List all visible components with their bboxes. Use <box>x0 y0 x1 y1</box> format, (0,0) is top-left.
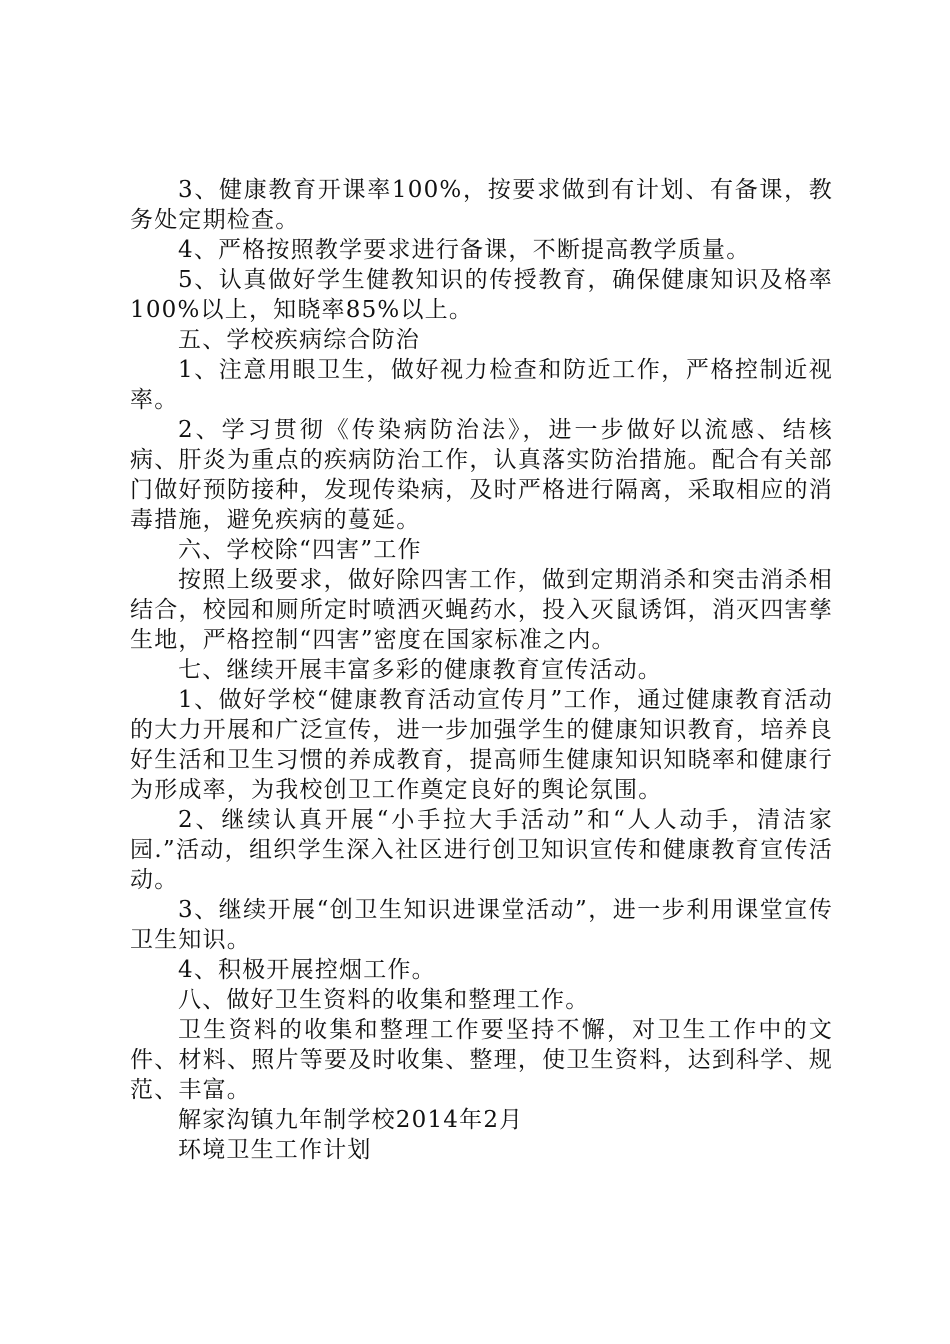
next-document-title: 环境卫生工作计划 <box>178 1137 372 1163</box>
paragraph-community-activity: 2、继续认真开展“小手拉大手活动”和“人人动手，清洁家园.”活动，组织学生深入社区进行创卫知识宣传和健康教育宣传活动。 <box>130 807 833 893</box>
paragraph-eye-hygiene: 1、注意用眼卫生，做好视力检查和防近工作，严格控制近视率。 <box>130 357 833 413</box>
section-heading-disease-prevention: 五、学校疾病综合防治 <box>178 327 420 353</box>
document-body <box>130 175 833 1165</box>
paragraph-item-5: 5、认真做好学生健教知识的传授教育，确保健康知识及格率100%以上，知晓率85%以上。 <box>130 267 833 323</box>
paragraph-pest-control: 按照上级要求，做好除四害工作，做到定期消杀和突击消杀相结合，校园和厕所定时喷洒灭蝇药水，投入灭鼠诱饵，消灭四害孳生地，严格控制“四害”密度在国家标准之内。 <box>130 567 833 653</box>
paragraph-classroom-activity: 3、继续开展“创卫生知识进课堂活动”，进一步利用课堂宣传卫生知识。 <box>130 897 833 953</box>
paragraph-item-4: 4、严格按照教学要求进行备课，不断提高教学质量。 <box>178 237 751 263</box>
section-heading-health-campaign: 七、继续开展丰富多彩的健康教育宣传活动。 <box>178 657 662 683</box>
paragraph-infectious-disease: 2、学习贯彻《传染病防治法》，进一步做好以流感、结核病、肝炎为重点的疾病防治工作，认真落实防治措施。配合有关部门做好预防接种，发现传染病，及时严格进行隔离，采取相应的消毒措施，避免疾病的蔓延。 <box>130 417 833 533</box>
paragraph-tobacco-control: 4、积极开展控烟工作。 <box>178 957 436 983</box>
section-heading-four-pests: 六、学校除“四害”工作 <box>178 537 422 563</box>
section-heading-records: 八、做好卫生资料的收集和整理工作。 <box>178 987 590 1013</box>
paragraph-records: 卫生资料的收集和整理工作要坚持不懈，对卫生工作中的文件、材料、照片等要及时收集、整理，使卫生资料，达到科学、规范、丰富。 <box>130 1017 833 1103</box>
signature-line: 解家沟镇九年制学校2014年2月 <box>178 1107 524 1133</box>
paragraph-health-month: 1、做好学校“健康教育活动宣传月”工作，通过健康教育活动的大力开展和广泛宣传，进一步加强学生的健康知识教育，培养良好生活和卫生习惯的养成教育，提高师生健康知识知晓率和健康行为形成率，为我校创卫工作奠定良好的舆论氛围。 <box>130 687 833 803</box>
paragraph-item-3: 3、健康教育开课率100%，按要求做到有计划、有备课，教务处定期检查。 <box>130 177 833 233</box>
